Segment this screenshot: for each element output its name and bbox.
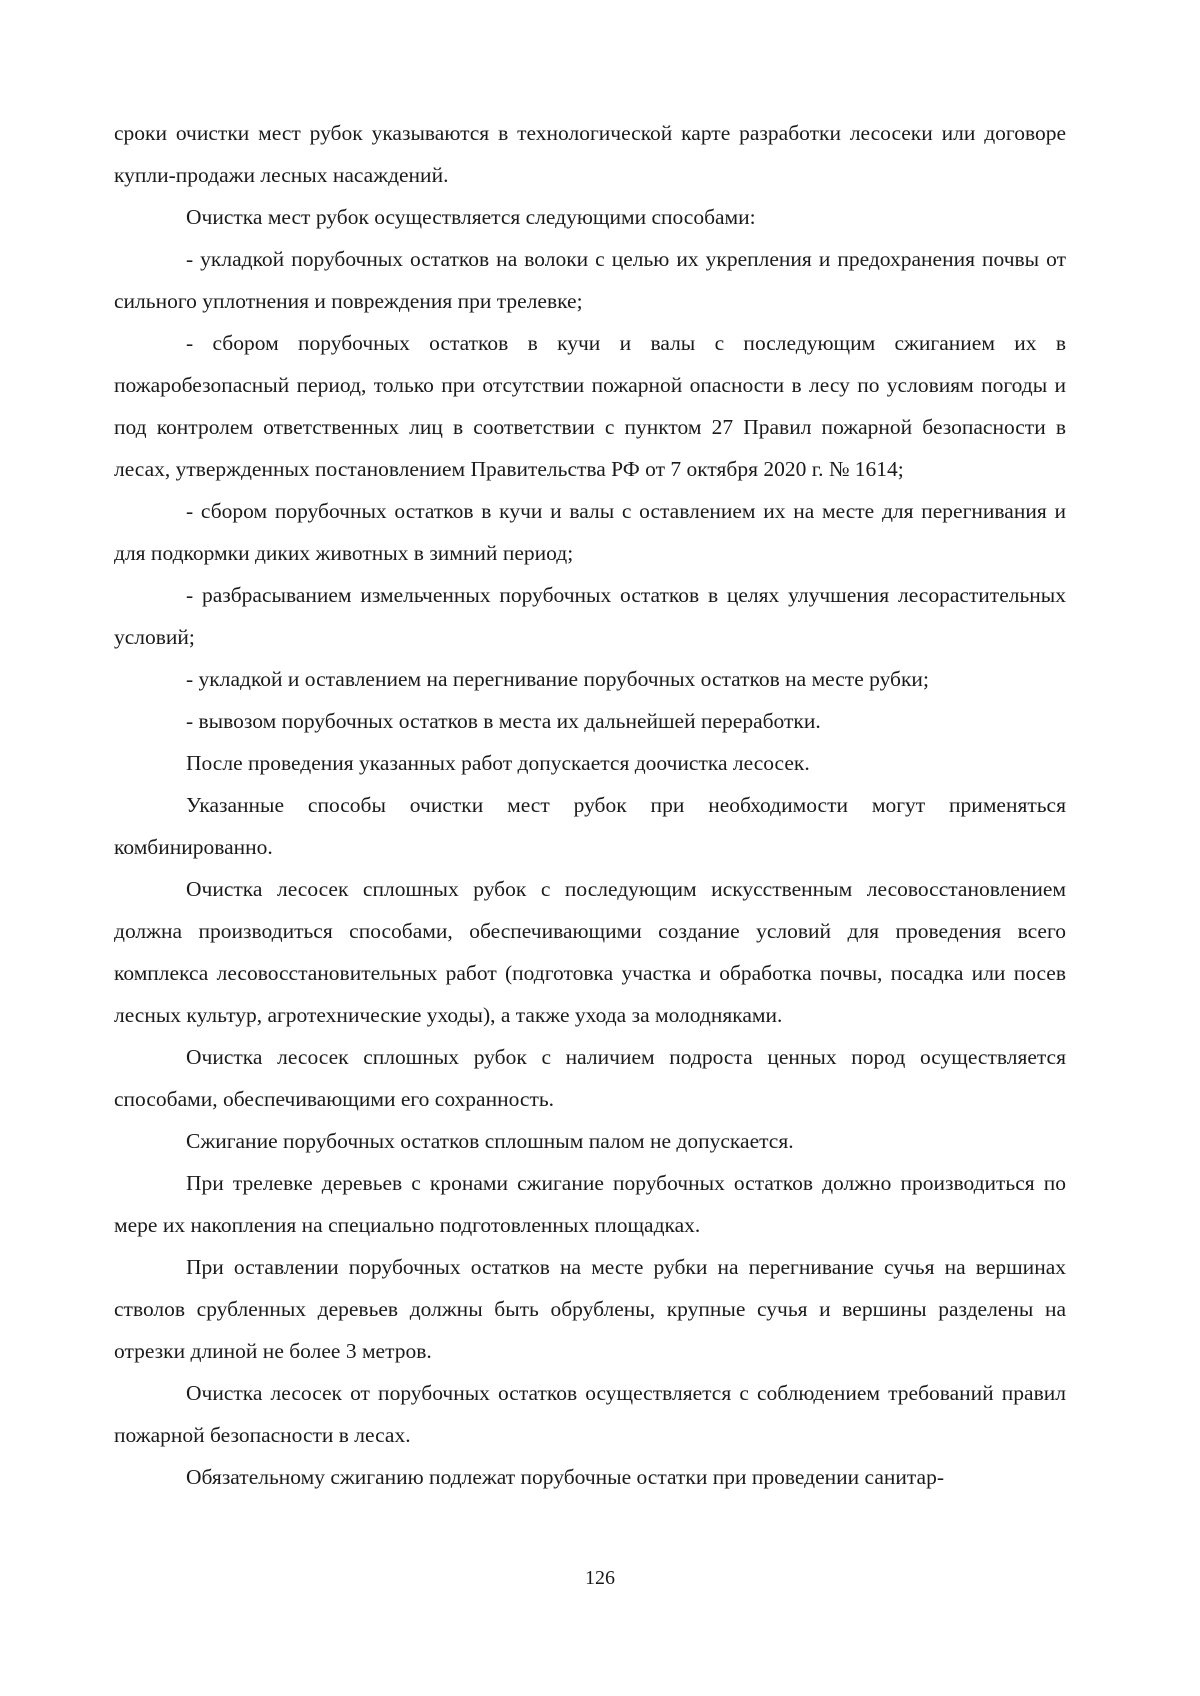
paragraph: Указанные способы очистки мест рубок при необходимости могут применяться комбинированно.	[114, 793, 1066, 859]
paragraph: - укладкой порубочных остатков на волоки с целью их укрепления и предохранения почвы от сильного уплотнения и повреждения при трелевке;	[114, 247, 1066, 313]
paragraph: - сбором порубочных остатков в кучи и валы с последующим сжиганием их в пожаробезопасный период, только при отсутствии пожарной опасности в лесу по условиям погоды и под контролем ответственных лиц в соответствии с пунктом 27 Правил пожарной безопасности в лесах, утвержденных постановлением Правительства РФ от 7 октября 2020 г. № 1614;	[114, 331, 1066, 481]
paragraph: - разбрасыванием измельченных порубочных остатков в целях улучшения лесорастительных условий;	[114, 583, 1066, 649]
paragraph: Очистка лесосек от порубочных остатков осуществляется с соблюдением требований правил пожарной безопасности в лесах.	[114, 1381, 1066, 1447]
paragraph: Очистка лесосек сплошных рубок с наличием подроста ценных пород осуществляется способами, обеспечивающими его сохранность.	[114, 1045, 1066, 1111]
paragraph: Очистка лесосек сплошных рубок с последующим искусственным лесовосстановлением должна производиться способами, обеспечивающими создание условий для проведения всего комплекса лесовосстановительных работ (подготовка участка и обработка почвы, посадка или посев лесных культур, агротехнические уходы), а также ухода за молодняками.	[114, 877, 1066, 1027]
paragraph: Обязательному сжиганию подлежат порубочные остатки при проведении санитар-	[186, 1465, 944, 1489]
paragraph: - вывозом порубочных остатков в места их дальнейшей переработки.	[186, 709, 821, 733]
paragraph: Очистка мест рубок осуществляется следующими способами:	[186, 205, 756, 229]
paragraph: Сжигание порубочных остатков сплошным палом не допускается.	[186, 1129, 794, 1153]
page-number: 126	[585, 1567, 615, 1589]
paragraph: После проведения указанных работ допускается доочистка лесосек.	[186, 751, 810, 775]
paragraph: При оставлении порубочных остатков на месте рубки на перегнивание сучья на вершинах стволов срубленных деревьев должны быть обрублены, крупные сучья и вершины разделены на отрезки длиной не более 3 метров.	[114, 1255, 1066, 1363]
paragraph: - сбором порубочных остатков в кучи и валы с оставлением их на месте для перегнивания и для подкормки диких животных в зимний период;	[114, 499, 1066, 565]
document-body	[114, 112, 1066, 1498]
paragraph: При трелевке деревьев с кронами сжигание порубочных остатков должно производиться по мере их накопления на специально подготовленных площадках.	[114, 1171, 1066, 1237]
paragraph: - укладкой и оставлением на перегнивание порубочных остатков на месте рубки;	[186, 667, 929, 691]
paragraph: сроки очистки мест рубок указываются в технологической карте разработки лесосеки или договоре купли-продажи лесных насаждений.	[114, 121, 1066, 187]
